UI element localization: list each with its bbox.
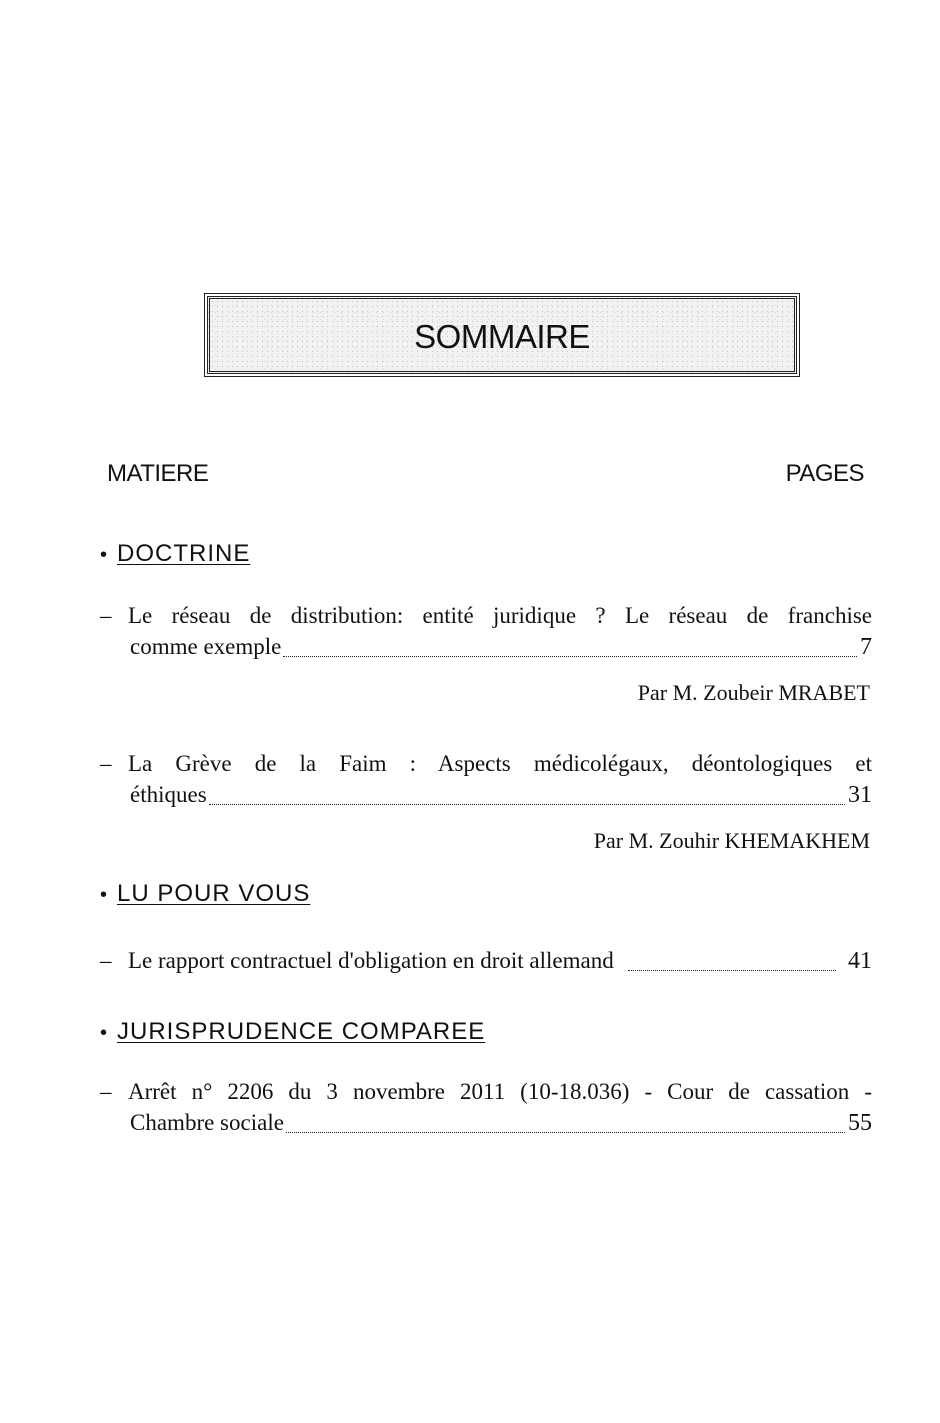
entry-title-line1: La Grève de la Faim : Aspects médicolégaux, déontologiques et (128, 751, 872, 776)
entry-page-number: 41 (848, 948, 872, 974)
section-title: JURISPRUDENCE COMPAREE (117, 1018, 486, 1045)
entry-dash: – (100, 603, 112, 628)
dot-leader (283, 655, 857, 657)
toc-entry-rapport (100, 945, 872, 977)
entry-title-row (100, 945, 872, 977)
title-box (207, 296, 797, 374)
dot-leader (286, 1131, 845, 1133)
column-header-matiere: MATIERE (107, 460, 209, 487)
entry-dash: – (100, 948, 112, 973)
toc-entry-reseau (100, 600, 872, 708)
toc-entry-arret (100, 1076, 872, 1139)
entry-title-line2: comme exemple (130, 634, 282, 659)
entry-title: Le rapport contractuel d'obligation en droit allemand (128, 948, 614, 973)
toc-entry-greve (100, 748, 872, 856)
entry-title-line1: Le réseau de distribution: entité juridique ? Le réseau de franchise (128, 603, 872, 628)
entry-title-line1: Arrêt n° 2206 du 3 novembre 2011 (10-18.036) - Cour de cassation - (128, 1079, 872, 1104)
entry-title-line2: Chambre sociale (130, 1110, 284, 1135)
column-header-pages: PAGES (785, 460, 864, 487)
section-jurisprudence-comparee (100, 1018, 485, 1046)
entry-title-line2-row (100, 1107, 872, 1139)
entry-author: Par M. Zoubeir MRABET (637, 680, 870, 705)
section-title: LU POUR VOUS (117, 880, 311, 907)
bullet: • (100, 1022, 108, 1044)
entry-title-line2: éthiques (130, 782, 207, 807)
section-title: DOCTRINE (117, 540, 251, 567)
dot-leader (209, 803, 845, 805)
entry-page-number: 31 (848, 782, 872, 808)
entry-page-number: 7 (860, 634, 872, 660)
entry-title-line2-row (100, 631, 872, 663)
bullet: • (100, 884, 108, 906)
section-doctrine (100, 540, 250, 568)
section-lu-pour-vous (100, 880, 310, 908)
entry-dash: – (100, 1079, 112, 1104)
bullet: • (100, 544, 108, 566)
entry-dash: – (100, 751, 112, 776)
entry-author: Par M. Zouhir KHEMAKHEM (593, 828, 870, 853)
page-title: SOMMAIRE (414, 318, 590, 355)
entry-title-line2-row (100, 779, 872, 811)
entry-page-number: 55 (848, 1110, 872, 1136)
dot-leader (628, 969, 836, 971)
